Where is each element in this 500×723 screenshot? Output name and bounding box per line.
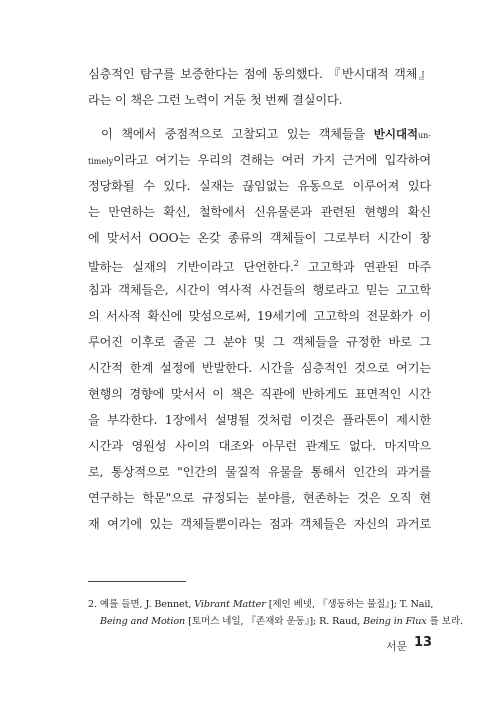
body-line-12: 시간적 한계 설정에 반발한다. 시간을 심층적인 것으로 여기는 — [88, 361, 431, 375]
running-footer-label: 서문 — [386, 640, 408, 653]
body-line-16: 로, 통상적으로 "인간의 물질적 유물을 통해서 인간의 과거를 — [88, 465, 431, 479]
body-line-9: 침과 객체들은, 시간이 역사적 사건들의 행로라고 믿는 고고학 — [88, 283, 431, 297]
body-line-11: 루어진 이후로 줄곧 그 분야 및 그 객체들을 규정한 바로 그 — [88, 335, 431, 349]
footnote-line-1: 2. 예를 들면, J. Bennet, Vibrant Matter [제인 베넷, 『생동하는 물질』]; T. Nail, — [88, 599, 434, 610]
body-line-15: 시간과 영원성 사이의 대조와 아무런 관계도 없다. 마지막으 — [88, 439, 431, 453]
body-line-5: 정당화될 수 있다. 실재는 끊임없는 유동으로 이루어져 있다 — [88, 179, 431, 193]
body-line-8: 발하는 실재의 기반이라고 단언한다.$^2$ 고고학과 연관된 마주 — [88, 259, 432, 274]
body-line-13: 현행의 경향에 맞서서 이 책은 직관에 반하게도 표면적인 시간 — [88, 387, 431, 401]
body-line-1: 심층적인 탐구를 보증한다는 점에 동의했다. 『반시대적 객체』 — [88, 67, 431, 81]
body-line-6: 는 만연하는 확신, 철학에서 신유물론과 관련된 현행의 확신 — [88, 205, 431, 219]
page-number: 13 — [414, 635, 433, 650]
body-line-7: 에 맞서서 OOO는 온갖 종류의 객체들이 그로부터 시간이 창 — [88, 231, 431, 245]
body-line-4: timely이라고 여기는 우리의 견해는 여러 가지 근거에 입각하여 — [88, 153, 431, 167]
body-line-3: 이 책에서 중점적으로 고찰되고 있는 객체들을 반시대적un- — [101, 127, 431, 141]
body-line-18: 재 여기에 있는 객체들뿐이라는 점과 객체들은 자신의 과거로 — [88, 517, 431, 531]
body-line-2: 라는 이 책은 그런 노력이 거둔 첫 번째 결실이다. — [88, 93, 343, 107]
body-line-10: 의 서사적 확신에 맞섬으로써, 19세기에 고고학의 전문화가 이 — [88, 309, 431, 323]
body-line-14: 을 부각한다. 1장에서 설명될 것처럼 이것은 플라톤이 제시한 — [88, 413, 431, 427]
footnote-line-2: Being and Motion [토머스 네일, 『존재와 운동』]; R. Raud, Being in Flux 를 보라. — [100, 616, 463, 627]
body-line-17: 연구하는 학문"으로 규정되는 분야를, 현존하는 것은 오직 현 — [88, 491, 431, 505]
footnote-divider — [88, 581, 186, 582]
footnote-ref: 2 — [293, 259, 299, 268]
